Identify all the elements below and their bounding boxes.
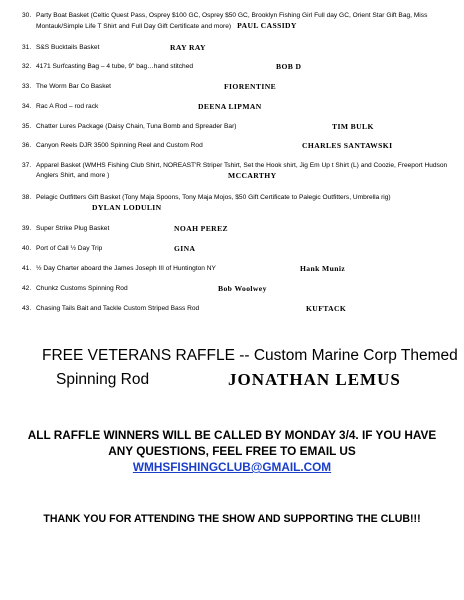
item-description: Party Boat Basket (Celtic Quest Pass, Osprey $100 GC, Osprey $50 GC, Brooklyn Fishing Girl Full day GC, Orient Star Gift Bag, Miss Montauk/Simple Life T Shirt and Full Day Gift Certificate and more) [36, 12, 428, 30]
item-description: Pelagic Outfitters Gift Basket (Tony Maja Spoons, Tony Maja Mojos, $50 Gift Certificate to Palegic Outfitters, Umbrella rig) [36, 194, 391, 201]
notice-line-1: ALL RAFFLE WINNERS WILL BE CALLED BY MONDAY 3/4. IF YOU HAVE [27, 428, 437, 442]
winner-name: NOAH PEREZ [174, 224, 228, 233]
item-number: 41. [22, 265, 32, 272]
item-description: S&S Bucktails Basket [36, 44, 100, 51]
item-description: Super Strike Plug Basket [36, 225, 110, 232]
winner-name: GINA [174, 244, 196, 253]
winner-name: KUFTACK [306, 304, 347, 313]
item-number: 36. [22, 142, 32, 149]
item-description: The Worm Bar Co Basket [36, 83, 111, 90]
winners-notice [0, 427, 464, 475]
veterans-raffle-prize: Spinning Rod [56, 371, 150, 388]
item-number: 35. [22, 123, 32, 130]
item-number: 40. [22, 245, 32, 252]
winner-name: TIM BULK [332, 122, 374, 131]
winner-name: MCCARTHY [228, 170, 277, 180]
item-description: Port of Call ½ Day Trip [36, 245, 103, 252]
winner-name: PAUL CASSIDY [237, 20, 297, 30]
item-number: 30. [22, 12, 32, 19]
item-number: 37. [22, 162, 32, 169]
winner-name: Hank Muniz [300, 264, 346, 273]
item-description: Chasing Tails Bait and Tackle Custom Striped Bass Rod [36, 305, 200, 312]
item-number: 42. [22, 285, 32, 292]
winner-name: DYLAN LODULIN [92, 203, 162, 212]
winner-name: BOB D [276, 62, 302, 71]
item-number: 43. [22, 305, 32, 312]
winner-name: FIORENTINE [224, 82, 277, 91]
veterans-raffle-heading: FREE VETERANS RAFFLE -- Custom Marine Corp Themed [42, 347, 458, 364]
item-description: Apparel Basket (WMHS Fishing Club Shirt, NOREAST'R Striper Tshirt, Set the Hook shirt, Jig Em Up t Shirt (L) and Coozie, Freeport Hudson Anglers Shirt, and more ) [36, 162, 448, 179]
item-number: 39. [22, 225, 32, 232]
winner-name: CHARLES SANTAWSKI [302, 141, 393, 150]
thank-you-message: THANK YOU FOR ATTENDING THE SHOW AND SUPPORTING THE CLUB!!! [43, 513, 421, 525]
item-number: 38. [22, 194, 32, 201]
item-number: 33. [22, 83, 32, 90]
winner-name: DEENA LIPMAN [198, 102, 262, 111]
item-number: 32. [22, 63, 32, 70]
item-number: 31. [22, 44, 32, 51]
item-description: Chatter Lures Package (Daisy Chain, Tuna Bomb and Spreader Bar) [36, 123, 237, 130]
item-description: Chunkz Customs Spinning Rod [36, 285, 128, 292]
email-link[interactable]: WMHSFISHINGCLUB@GMAIL.COM [132, 460, 332, 474]
winner-name: Bob Woolwey [218, 284, 267, 293]
item-description: ½ Day Charter aboard the James Joseph III of Huntington NY [36, 265, 216, 272]
winner-name: RAY RAY [170, 43, 206, 52]
item-description: 4171 Surfcasting Bag – 4 tube, 9" bag…hand stitched [36, 63, 194, 70]
item-number: 34. [22, 103, 32, 110]
notice-line-2: ANY QUESTIONS, FEEL FREE TO EMAIL US [108, 444, 356, 458]
item-description: Canyon Reels DJR 3500 Spinning Reel and Custom Rod [36, 142, 203, 149]
veterans-raffle-winner: JONATHAN LEMUS [228, 370, 401, 389]
item-description: Rac A Rod – rod rack [36, 103, 99, 110]
